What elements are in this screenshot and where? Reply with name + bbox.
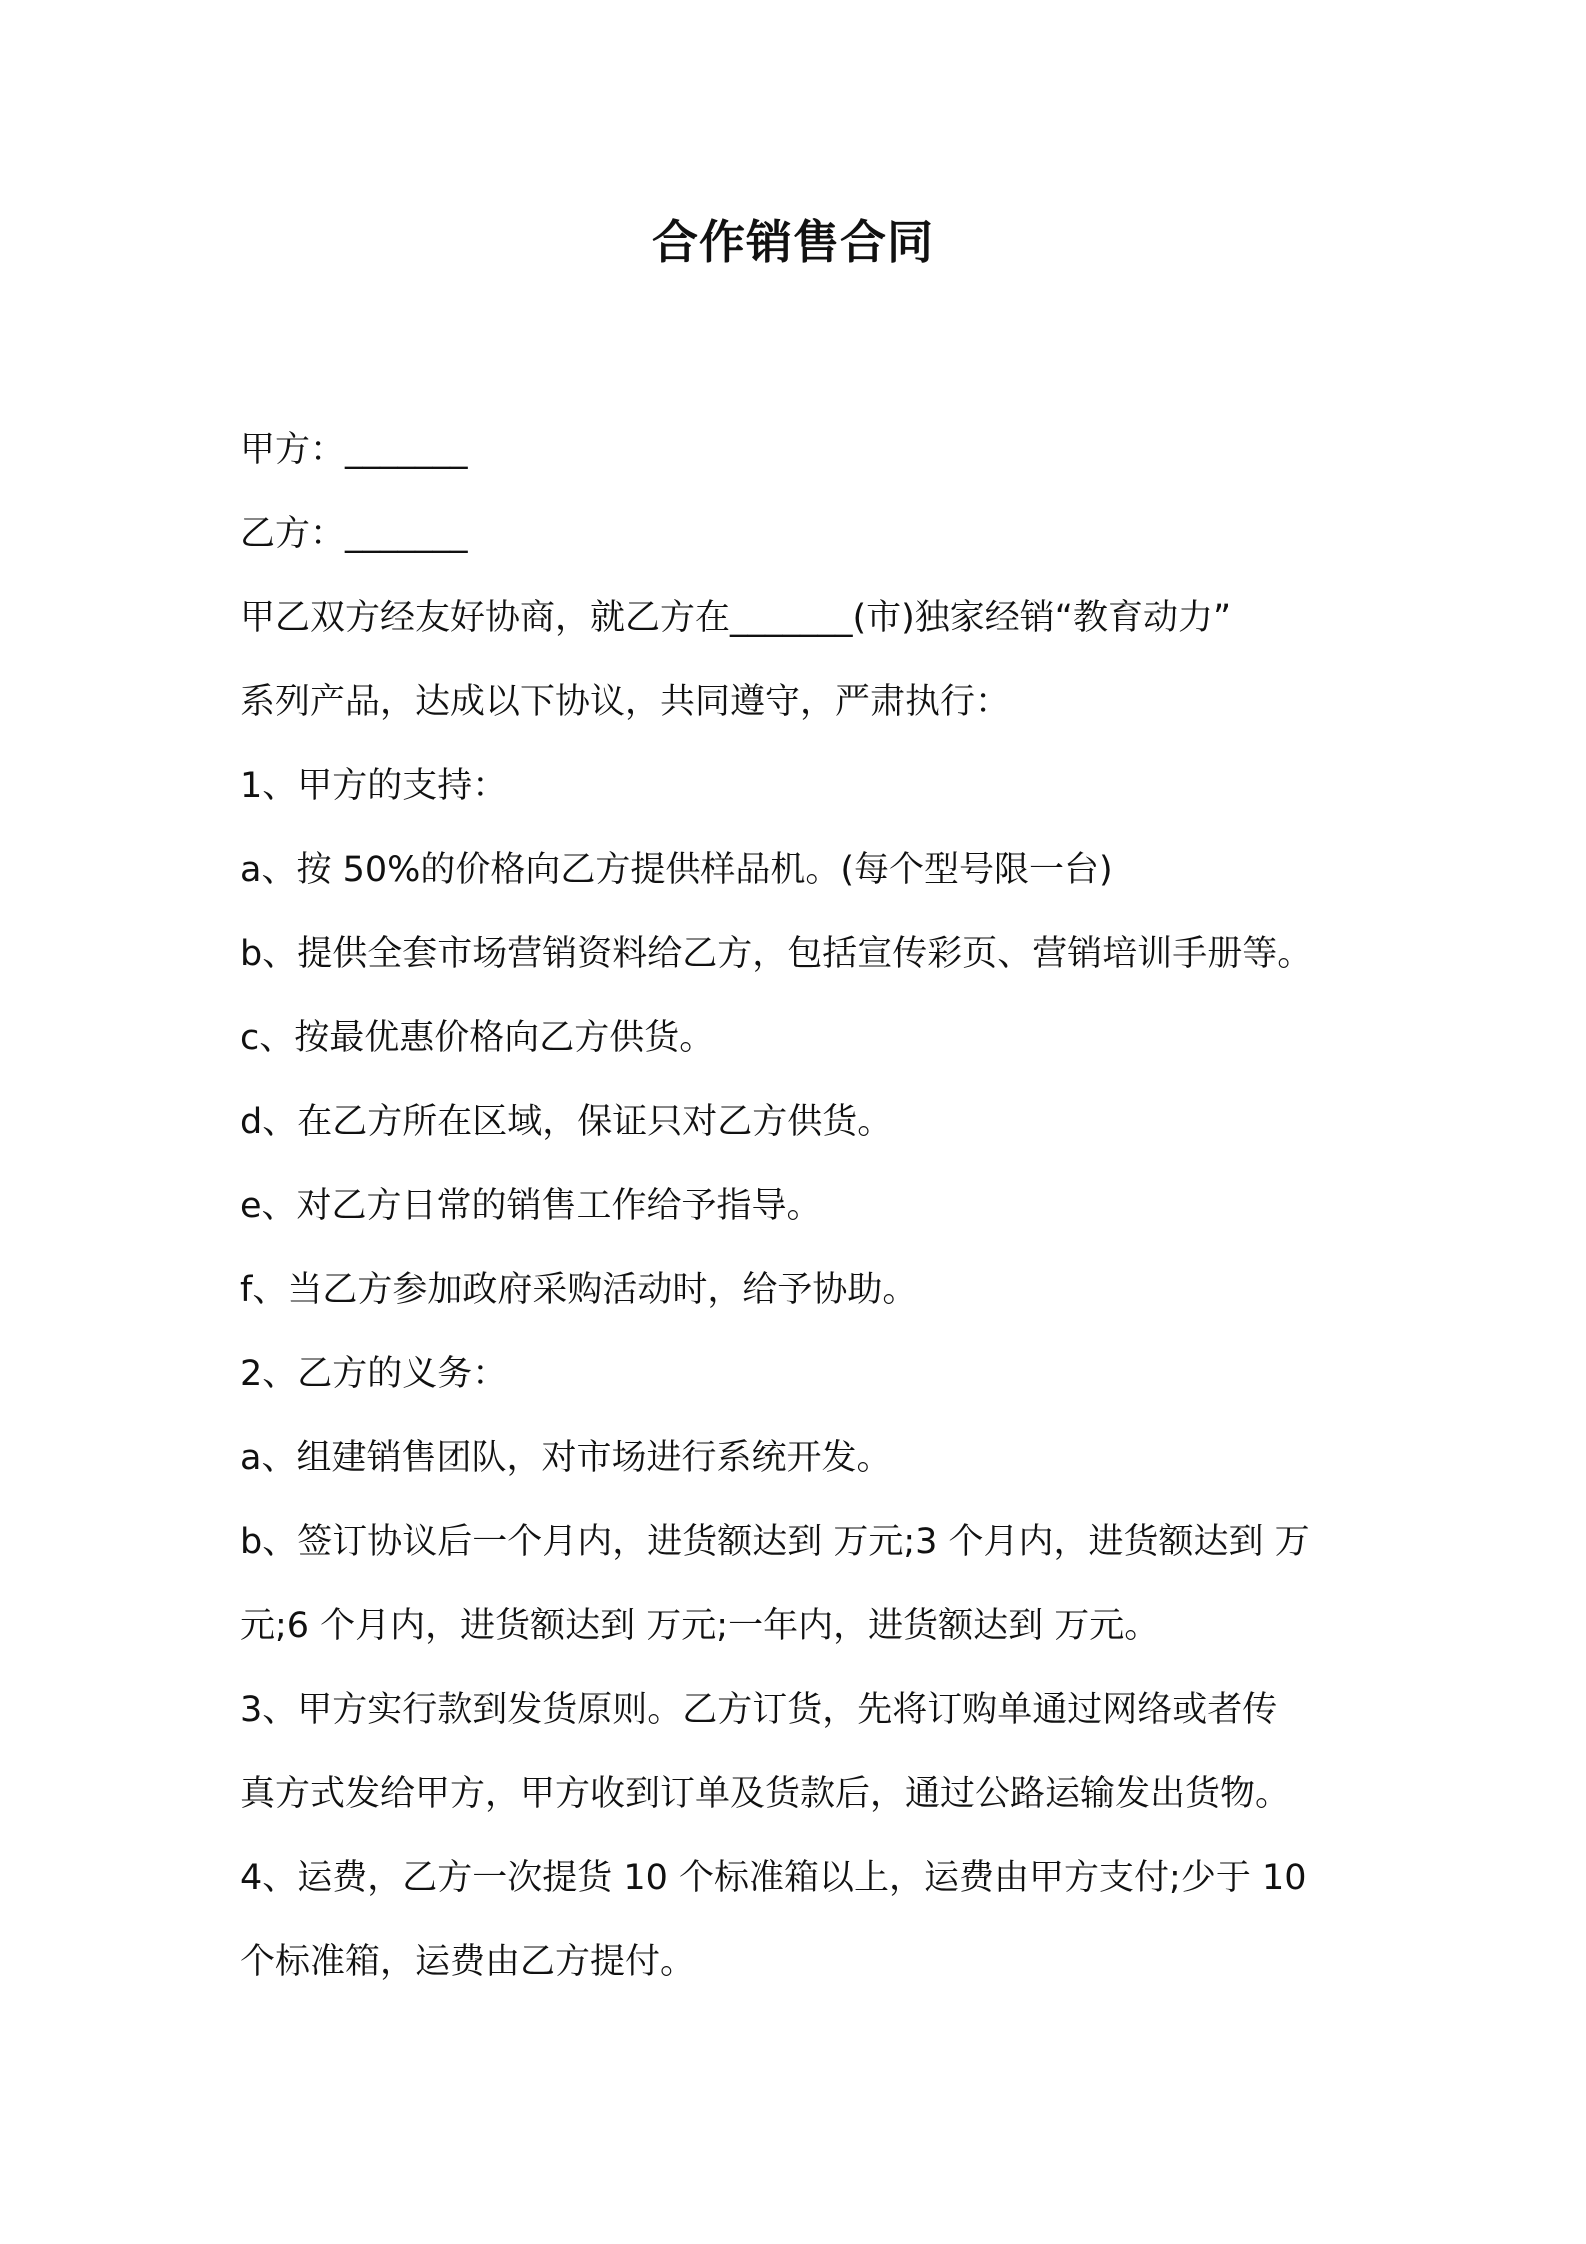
page-title: 合作销售合同 [652, 215, 934, 269]
preamble-line-2: 系列产品，达成以下协议，共同遵守，严肃执行： [240, 682, 1011, 722]
clause-1a: a、按 50%的价格向乙方提供样品机。(每个型号限一台) [240, 850, 1113, 890]
section-1-heading: 1、甲方的支持： [240, 766, 508, 806]
clause-3-line-2: 真方式发给甲方，甲方收到订单及货款后，通过公路运输发出货物。 [240, 1774, 1291, 1814]
clause-3-line-1: 3、甲方实行款到发货原则。乙方订货，先将订购单通过网络或者传 [240, 1690, 1278, 1730]
clause-4-line-1: 4、运费，乙方一次提货 10 个标准箱以上，运费由甲方支付;少于 10 [240, 1858, 1307, 1898]
clause-1b: b、提供全套市场营销资料给乙方，包括宣传彩页、营销培训手册等。 [240, 934, 1313, 974]
clause-1f: f、当乙方参加政府采购活动时，给予协助。 [240, 1270, 918, 1310]
party-a-line: 甲方：_______ [240, 430, 468, 470]
party-b-line: 乙方：_______ [240, 514, 468, 554]
preamble-line-1: 甲乙双方经友好协商，就乙方在_______(市)独家经销“教育动力” [240, 598, 1232, 638]
clause-1d: d、在乙方所在区域，保证只对乙方供货。 [240, 1102, 893, 1142]
clause-1c: c、按最优惠价格向乙方供货。 [240, 1018, 715, 1058]
clause-2b-line-2: 元;6 个月内，进货额达到 万元;一年内，进货额达到 万元。 [240, 1606, 1160, 1646]
clause-2a: a、组建销售团队，对市场进行系统开发。 [240, 1438, 892, 1478]
contract-body [240, 408, 1390, 2004]
clause-4-line-2: 个标准箱，运费由乙方提付。 [240, 1942, 696, 1982]
section-2-heading: 2、乙方的义务： [240, 1354, 508, 1394]
clause-2b-line-1: b、签订协议后一个月内，进货额达到 万元;3 个月内，进货额达到 万 [240, 1522, 1310, 1562]
clause-1e: e、对乙方日常的销售工作给予指导。 [240, 1186, 822, 1226]
